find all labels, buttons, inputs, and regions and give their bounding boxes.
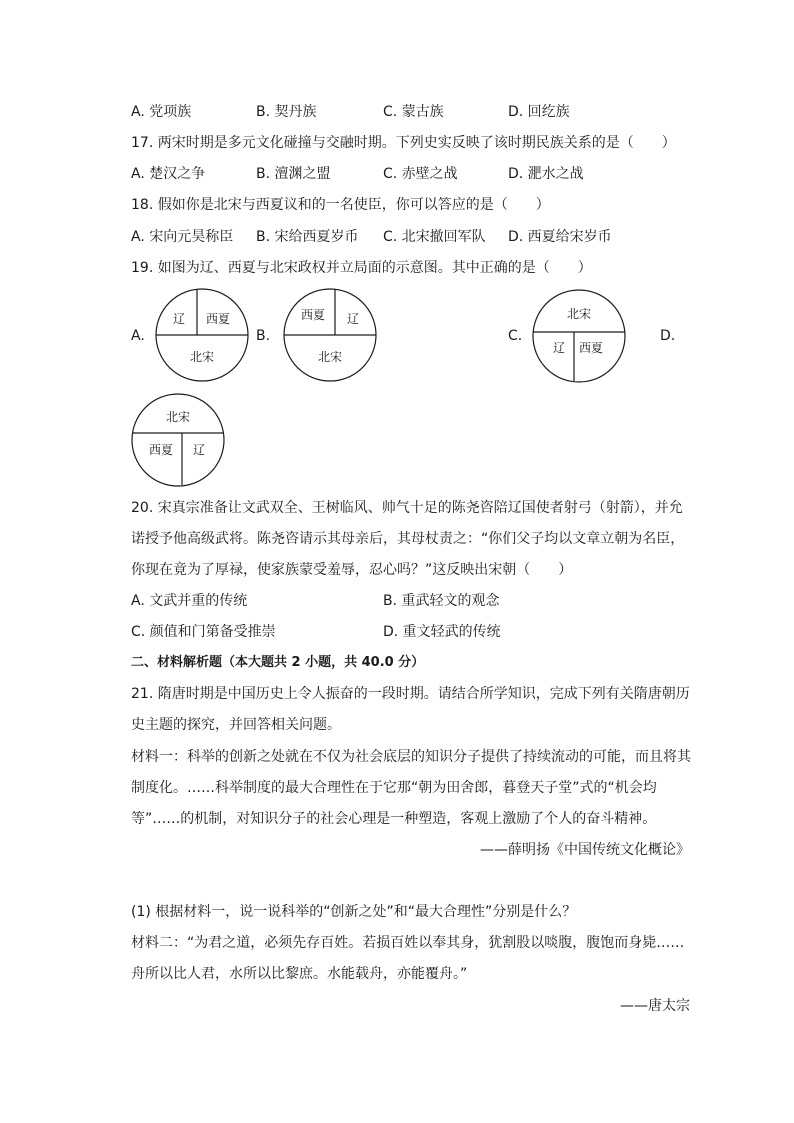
q18-stem: 18. 假如你是北宋与西夏议和的一名使臣，你可以答应的是（ ） <box>131 197 550 213</box>
q21-sub-question-1: (1) 根据材料一，说一说科举的“创新之处”和“最大合理性”分别是什么？ <box>131 904 577 920</box>
q17-option-d: D. 淝水之战 <box>508 166 584 182</box>
q19-diagram-c <box>531 288 631 384</box>
q16-option-b: B. 契丹族 <box>256 104 317 120</box>
q20-option-b: B. 重武轻文的观念 <box>383 593 500 609</box>
diagram-a-xixia: 西夏 <box>205 312 231 326</box>
q21-material1-source: ——薛明扬《中国传统文化概论》 <box>480 842 690 858</box>
q18-option-a: A. 宋向元昊称臣 <box>131 229 234 245</box>
q17-option-c: C. 赤壁之战 <box>383 166 458 182</box>
q17-option-b: B. 澶渊之盟 <box>256 166 331 182</box>
q16-option-c: C. 蒙古族 <box>383 104 444 120</box>
q21-material2-line-1: 材料二：“为君之道，必须先存百姓。若损百姓以奉其身，犹割股以啖腹，腹饱而身毙…… <box>131 935 685 951</box>
q19-diagram-d <box>129 393 229 489</box>
diagram-d-xixia: 西夏 <box>148 443 174 457</box>
q20-option-a: A. 文武并重的传统 <box>131 593 248 609</box>
q21-material1-line-1: 材料一：科举的创新之处就在不仅为社会底层的知识分子提供了持续流动的可能，而且将其 <box>131 749 691 765</box>
diagram-c-xixia: 西夏 <box>578 341 604 355</box>
diagram-d-circle <box>132 394 224 486</box>
q17-stem: 17. 两宋时期是多元文化碰撞与交融时期。下列史实反映了该时期民族关系的是（ ） <box>131 135 676 151</box>
q19-label-d: D. <box>660 328 676 344</box>
q18-option-b: B. 宋给西夏岁币 <box>256 229 359 245</box>
diagram-b-liao: 辽 <box>346 312 360 326</box>
section-2-title: 二、材料解析题（本大题共 2 小题，共 40.0 分） <box>131 655 425 670</box>
diagram-b-xixia: 西夏 <box>300 308 326 322</box>
q21-stem-line-2: 史主题的探究，并回答相关问题。 <box>131 717 341 733</box>
q21-material2-source: ——唐太宗 <box>620 998 690 1014</box>
q21-material1-line-2: 制度化。……科举制度的最大合理性在于它那“朝为田舍郎，暮登天子堂”式的“机会均 <box>131 780 657 796</box>
q20-stem-line-3: 你现在竟为了厚禄，使家族蒙受羞辱，忍心吗？”这反映出宋朝（ ） <box>131 562 573 578</box>
q20-stem-line-2: 诺授予他高级武将。陈尧咨请示其母亲后，其母杖责之：“你们父子均以文章立朝为名臣， <box>131 531 685 547</box>
q19-stem: 19. 如图为辽、西夏与北宋政权并立局面的示意图。其中正确的是（ ） <box>131 260 592 276</box>
q18-option-c: C. 北宋撤回军队 <box>383 229 486 245</box>
q20-option-c: C. 颜值和门第备受推崇 <box>131 624 276 640</box>
q16-option-d: D. 回纥族 <box>508 104 570 120</box>
diagram-c-circle <box>533 290 625 382</box>
diagram-b-beisong: 北宋 <box>317 350 343 364</box>
q21-stem-line-1: 21. 隋唐时期是中国历史上令人振奋的一段时期。请结合所学知识，完成下列有关隋唐朝历 <box>131 686 690 702</box>
diagram-c-liao: 辽 <box>552 341 566 355</box>
q19-label-a: A. <box>131 328 145 344</box>
q20-stem-line-1: 20. 宋真宗准备让文武双全、王树临风、帅气十足的陈尧咨陪辽国使者射弓（射箭），并允 <box>131 500 683 516</box>
q21-material2-line-2: 舟所以比人君，水所以比黎庶。水能载舟，亦能覆舟。” <box>131 966 468 982</box>
diagram-d-liao: 辽 <box>192 443 206 457</box>
diagram-a-beisong: 北宋 <box>189 350 215 364</box>
q19-diagram-a <box>152 287 252 383</box>
q18-option-d: D. 西夏给宋岁币 <box>508 229 612 245</box>
q16-option-a: A. 党项族 <box>131 104 192 120</box>
q19-label-b: B. <box>256 328 271 344</box>
diagram-d-beisong: 北宋 <box>165 410 191 424</box>
q17-option-a: A. 楚汉之争 <box>131 166 206 182</box>
diagram-c-beisong: 北宋 <box>566 307 592 321</box>
q21-material1-line-3: 等”……的机制，对知识分子的社会心理是一种塑造，客观上激励了个人的奋斗精神。 <box>131 811 657 827</box>
q19-diagram-b <box>280 287 380 383</box>
q20-option-d: D. 重文轻武的传统 <box>383 624 501 640</box>
diagram-a-liao: 辽 <box>172 312 186 326</box>
q19-label-c: C. <box>508 328 523 344</box>
